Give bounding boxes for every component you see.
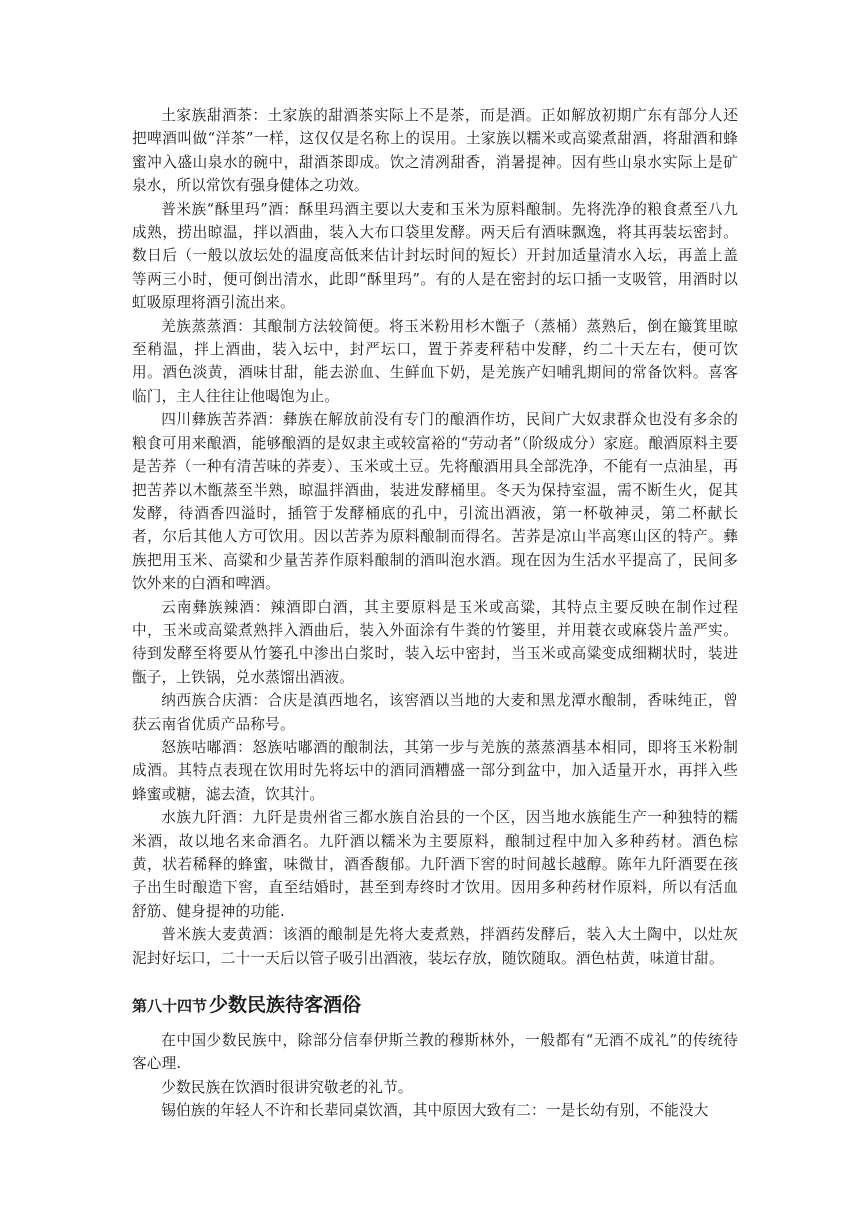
paragraph-naxi-heqing-wine: 纳西族合庆酒：合庆是滇西地名，该窖酒以当地的大麦和黑龙潭水酿制，香味纯正，曾获云南省优质产品称号。 bbox=[132, 692, 738, 733]
paragraph-respect-elders: 少数民族在饮酒时很讲究敬老的礼节。 bbox=[161, 1078, 413, 1096]
paragraph-hospitality-intro: 在中国少数民族中，除部分信奉伊斯兰教的穆斯林外，一般都有“无酒不成礼”的传统待客心理. bbox=[132, 1032, 738, 1073]
paragraph-pumi-sulima: 普米族“酥里玛”酒：酥里玛酒主要以大麦和玉米为原料酿制。先将洗净的粮食煮至八九成熟，捞出晾温，拌以酒曲，装入大布口袋里发酵。两天后有酒味飘逸，将其再装坛密封。数日后（一般以放坛处的温度高低来估计封坛时间的短长）开封加适量清水入坛，再盖上盖等两三小时，便可倒出清水，此即“酥里玛”。有的人是在密封的坛口插一支吸管，用酒时以虹吸原理将酒引流出来。 bbox=[132, 200, 738, 312]
paragraph-xibe-custom: 锡伯族的年轻人不许和长辈同桌饮酒，其中原因大致有二：一是长幼有别，不能没大 bbox=[161, 1102, 709, 1120]
paragraph-tujia-sweet-wine-tea: 土家族甜酒茶：土家族的甜酒茶实际上不是茶，而是酒。正如解放初期广东有部分人还把啤酒叫做“洋茶”一样，这仅仅是名称上的误用。土家族以糯米或高粱煮甜酒，将甜酒和蜂蜜冲入盛山泉水的碗中，甜酒茶即成。饮之清冽甜香，消暑提神。因有些山泉水实际上是矿泉水，所以常饮有强身健体之功效。 bbox=[132, 107, 738, 195]
paragraph-yunnan-yi-spicy-wine: 云南彝族辣酒：辣酒即白酒，其主要原料是玉米或高粱，其特点主要反映在制作过程中，玉米或高粱煮熟拌入酒曲后，装入外面涂有牛粪的竹篓里，并用蓑衣或麻袋片盖严实。待到发酵至将要从竹篓孔中渗出白浆时，装入坛中密封，当玉米或高粱变成细糊状时，装进甑子，上铁锅，兑水蒸馏出酒液。 bbox=[132, 598, 738, 686]
paragraph-sichuan-yi-buckwheat-wine: 四川彝族苦荞酒：彝族在解放前没有专门的酿酒作坊，民间广大奴隶群众也没有多余的粮食可用来酿酒，能够酿酒的是奴隶主或较富裕的“劳动者”（阶级成分）家庭。酿酒原料主要是苦荞（一种有清苦味的荞麦）、玉米或土豆。先将酿酒用具全部洗净，不能有一点油星，再把苦荞以木甑蒸至半熟，晾温拌酒曲，装进发酵桶里。冬天为保持室温，需不断生火，促其发酵，待酒香四溢时，插管于发酵桶底的孔中，引流出酒液，第一杯敬神灵，第二杯献长者，尔后其他人方可饮用。因以苦荞为原料酿制而得名。苦荞是凉山半高寒山区的特产。彝族把用玉米、高粱和少量苦荞作原料酿制的酒叫泡水酒。现在因为生活水平提高了，民间多饮外来的白酒和啤酒。 bbox=[132, 411, 738, 593]
paragraph-shui-jiuqian-wine: 水族九阡酒：九阡是贵州省三都水族自治县的一个区，因当地水族能生产一种独特的糯米酒，故以地名来命酒名。九阡酒以糯米为主要原料，酿制过程中加入多种药材。酒色棕黄，状若稀释的蜂蜜，味微甘，酒香馥郁。九阡酒下窖的时间越长越醇。陈年九阡酒要在孩子出生时酿造下窖，直至结婚时，甚至到寿终时才饮用。因用多种药材作原料，所以有活血舒筋、健身提神的功能. bbox=[132, 809, 738, 920]
section-heading bbox=[132, 992, 738, 1019]
paragraph-nu-gudu-wine: 怒族咕嘟酒：怒族咕嘟酒的酿制法，其第一步与羌族的蒸蒸酒基本相同，即将玉米粉制成酒。其特点表现在饮用时先将坛中的酒同酒糟盛一部分到盆中，加入适量开水，再拌入些蜂蜜或糖，滤去渣，饮其汁。 bbox=[132, 738, 738, 803]
paragraph-qiang-steamed-wine: 羌族蒸蒸酒：其酿制方法较简便。将玉米粉用杉木甑子（蒸桶）蒸熟后，倒在簸箕里晾至稍温，拌上酒曲，装入坛中，封严坛口，置于荞麦秤秸中发酵，约二十天左右，便可饮用。酒色淡黄，酒味甘甜，能去淤血、生鲜血下奶，是羌族产妇哺乳期间的常备饮料。喜客临门，主人往往让他喝饱为止。 bbox=[132, 317, 738, 405]
document-page bbox=[132, 104, 738, 1123]
section-number: 第八十四节 bbox=[132, 997, 208, 1016]
section-title: 少数民族待客酒俗 bbox=[209, 994, 362, 1017]
paragraph-pumi-barley-wine: 普米族大麦黄酒：该酒的酿制是先将大麦煮熟，拌酒药发酵后，装入大土陶中，以灶灰泥封好坛口，二十一天后以管子吸引出酒液，装坛存放，随饮随取。酒色枯黄，味道甘甜。 bbox=[132, 926, 738, 967]
